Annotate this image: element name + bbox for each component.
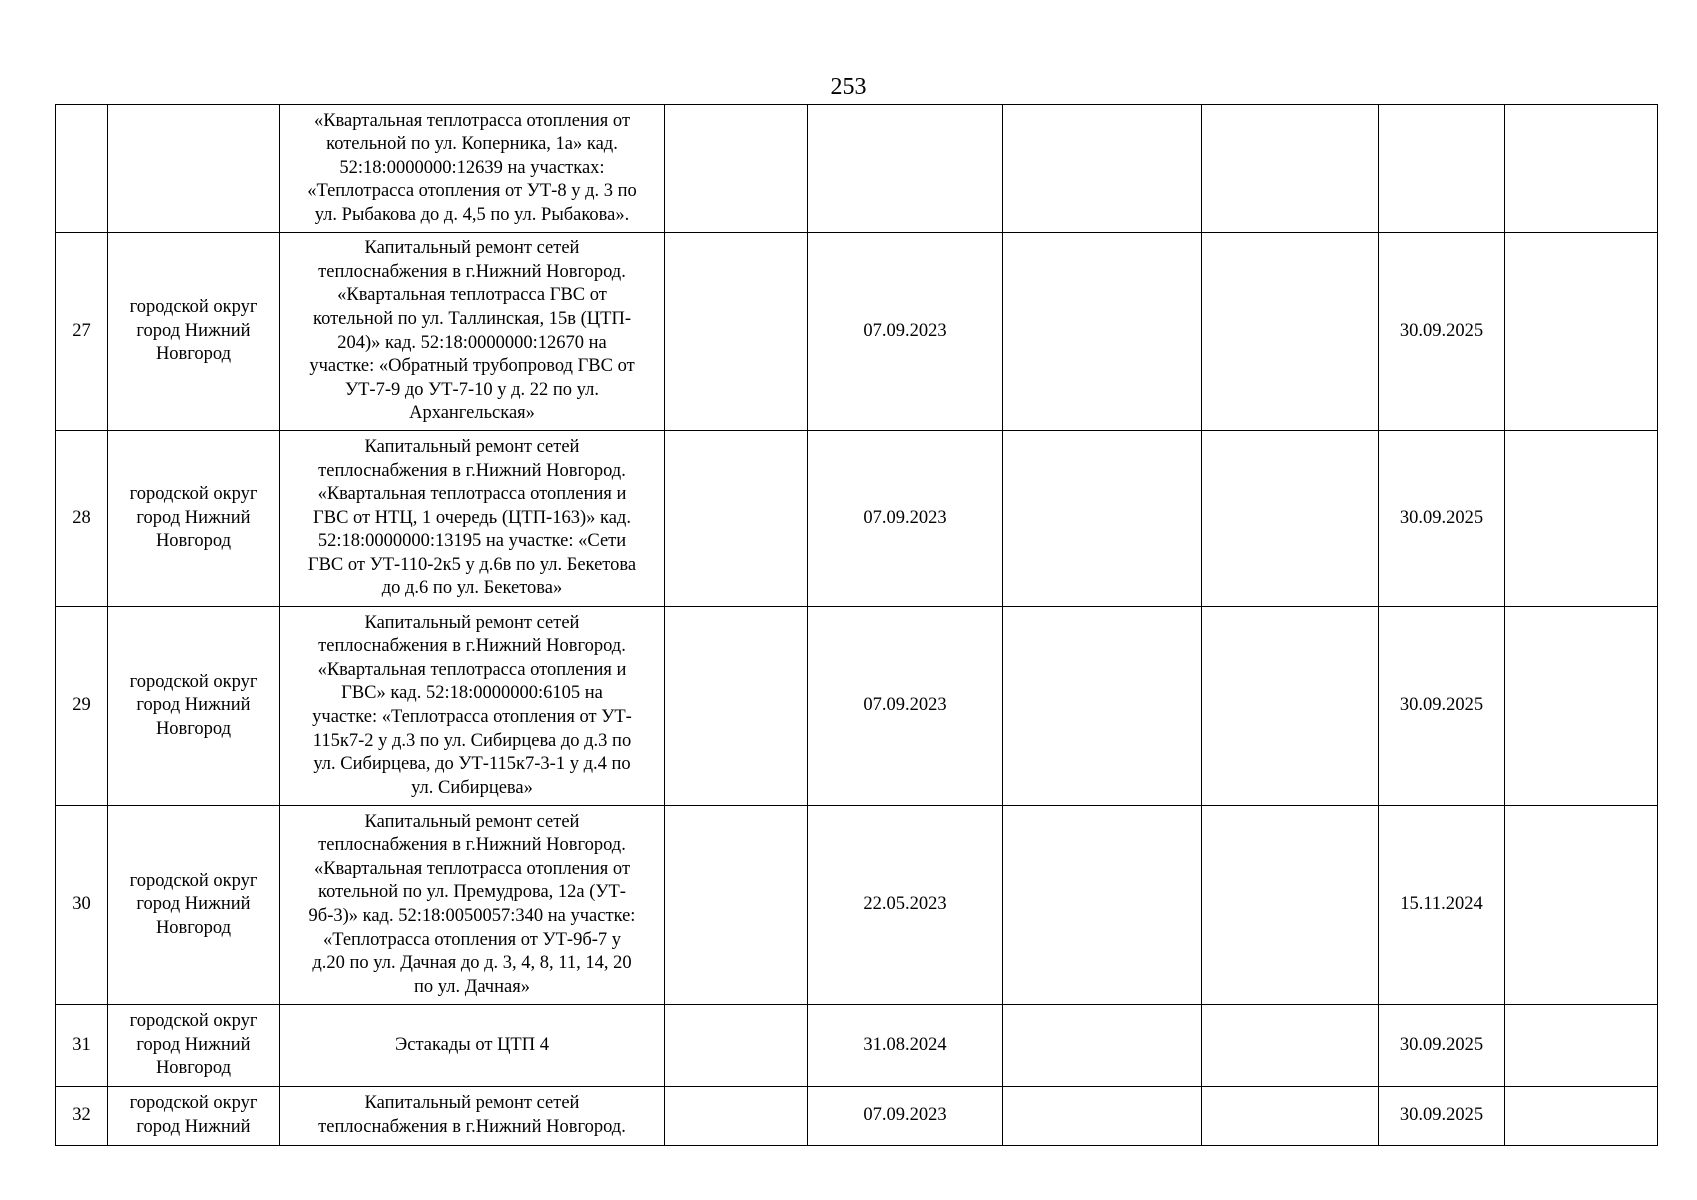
empty-cell — [1003, 105, 1202, 233]
end-date-cell: 30.09.2025 — [1379, 1087, 1505, 1146]
empty-cell — [1505, 1005, 1658, 1087]
end-date-cell: 30.09.2025 — [1379, 233, 1505, 431]
start-date-cell: 31.08.2024 — [808, 1005, 1003, 1087]
empty-cell — [1003, 607, 1202, 806]
table-row — [56, 1005, 1658, 1087]
row-number-cell: 28 — [56, 431, 108, 607]
municipality-cell: городской округ город Нижний Новгород — [108, 607, 280, 806]
end-date-cell: 15.11.2024 — [1379, 806, 1505, 1005]
municipality-cell: городской округ город Нижний Новгород — [108, 1005, 280, 1087]
municipality-cell — [108, 105, 280, 233]
description-cell: «Квартальная теплотрасса отопления от котельной по ул. Коперника, 1а» кад. 52:18:0000000:12639 на участках: «Теплотрасса отопления от УТ-8 у д. 3 по ул. Рыбакова до д. 4,5 по ул. Рыбакова». — [280, 105, 665, 233]
row-number-cell: 27 — [56, 233, 108, 431]
empty-cell — [665, 431, 808, 607]
empty-cell — [1202, 233, 1379, 431]
table-row — [56, 233, 1658, 431]
empty-cell — [1202, 1005, 1379, 1087]
row-number-cell: 31 — [56, 1005, 108, 1087]
description-cell: Капитальный ремонт сетей теплоснабжения в г.Нижний Новгород. «Квартальная теплотрасса ГВС от котельной по ул. Таллинская, 15в (ЦТП- 204)» кад. 52:18:0000000:12670 на участке: «Обратный трубопровод ГВС от УТ-7-9 до УТ-7-10 у д. 22 по ул. Архангельская» — [280, 233, 665, 431]
works-table — [55, 104, 1658, 1146]
row-number-cell: 30 — [56, 806, 108, 1005]
empty-cell — [1003, 1005, 1202, 1087]
municipality-cell: городской округ город Нижний Новгород — [108, 806, 280, 1005]
description-cell: Капитальный ремонт сетей теплоснабжения в г.Нижний Новгород. «Квартальная теплотрасса отопления и ГВС от НТЦ, 1 очередь (ЦТП-163)» кад. 52:18:0000000:13195 на участке: «Сети ГВС от УТ-110-2к5 у д.6в по ул. Бекетова до д.6 по ул. Бекетова» — [280, 431, 665, 607]
start-date-cell: 07.09.2023 — [808, 607, 1003, 806]
empty-cell — [1202, 431, 1379, 607]
municipality-cell: городской округ город Нижний Новгород — [108, 431, 280, 607]
empty-cell — [1505, 105, 1658, 233]
row-number-cell: 32 — [56, 1087, 108, 1146]
description-cell: Капитальный ремонт сетей теплоснабжения в г.Нижний Новгород. «Квартальная теплотрасса отопления и ГВС» кад. 52:18:0000000:6105 на участке: «Теплотрасса отопления от УТ- 115к7-2 у д.3 по ул. Сибирцева до д.3 по ул. Сибирцева, до УТ-115к7-3-1 у д.4 по ул. Сибирцева» — [280, 607, 665, 806]
description-cell: Капитальный ремонт сетей теплоснабжения в г.Нижний Новгород. «Квартальная теплотрасса отопления от котельной по ул. Премудрова, 12а (УТ- 9б-3)» кад. 52:18:0050057:340 на участке: «Теплотрасса отопления от УТ-9б-7 у д.20 по ул. Дачная до д. 3, 4, 8, 11, 14, 20 по ул. Дачная» — [280, 806, 665, 1005]
empty-cell — [665, 1005, 808, 1087]
end-date-cell: 30.09.2025 — [1379, 1005, 1505, 1087]
table-row — [56, 105, 1658, 233]
empty-cell — [1003, 431, 1202, 607]
start-date-cell: 07.09.2023 — [808, 233, 1003, 431]
description-cell: Эстакады от ЦТП 4 — [280, 1005, 665, 1087]
table-row — [56, 607, 1658, 806]
empty-cell — [665, 233, 808, 431]
municipality-cell: городской округ город Нижний — [108, 1087, 280, 1146]
empty-cell — [1202, 806, 1379, 1005]
start-date-cell: 07.09.2023 — [808, 431, 1003, 607]
empty-cell — [1003, 1087, 1202, 1146]
start-date-cell — [808, 105, 1003, 233]
end-date-cell — [1379, 105, 1505, 233]
table-row — [56, 806, 1658, 1005]
row-number-cell — [56, 105, 108, 233]
empty-cell — [1202, 105, 1379, 233]
empty-cell — [665, 105, 808, 233]
empty-cell — [1202, 607, 1379, 806]
empty-cell — [1505, 1087, 1658, 1146]
table-row — [56, 1087, 1658, 1146]
empty-cell — [1505, 806, 1658, 1005]
empty-cell — [1003, 806, 1202, 1005]
empty-cell — [1202, 1087, 1379, 1146]
row-number-cell: 29 — [56, 607, 108, 806]
municipality-cell: городской округ город Нижний Новгород — [108, 233, 280, 431]
empty-cell — [665, 607, 808, 806]
empty-cell — [665, 1087, 808, 1146]
empty-cell — [1505, 233, 1658, 431]
description-cell: Капитальный ремонт сетей теплоснабжения в г.Нижний Новгород. — [280, 1087, 665, 1146]
page-number: 253 — [830, 74, 867, 100]
empty-cell — [1003, 233, 1202, 431]
empty-cell — [665, 806, 808, 1005]
end-date-cell: 30.09.2025 — [1379, 431, 1505, 607]
table-row — [56, 431, 1658, 607]
start-date-cell: 22.05.2023 — [808, 806, 1003, 1005]
empty-cell — [1505, 607, 1658, 806]
empty-cell — [1505, 431, 1658, 607]
start-date-cell: 07.09.2023 — [808, 1087, 1003, 1146]
end-date-cell: 30.09.2025 — [1379, 607, 1505, 806]
